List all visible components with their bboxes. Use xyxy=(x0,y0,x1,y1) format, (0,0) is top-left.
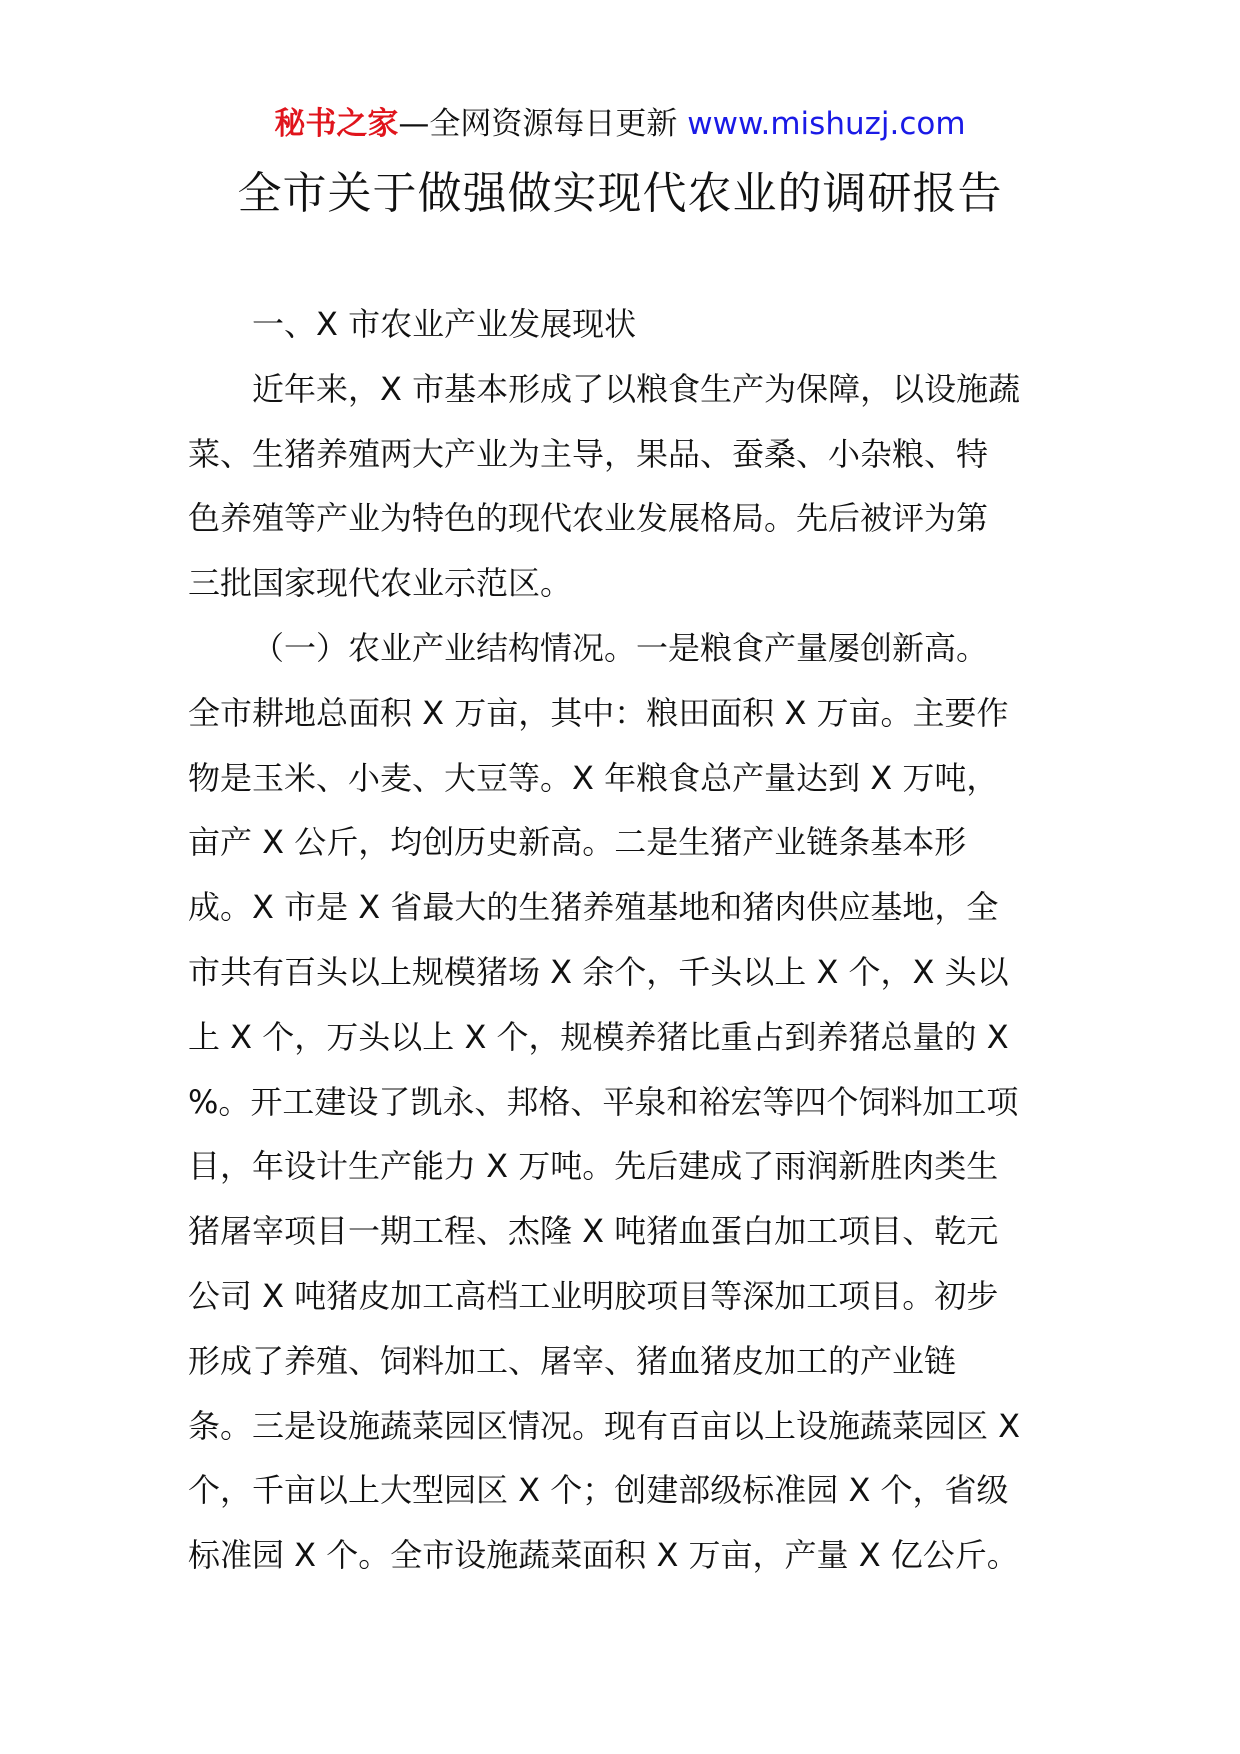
site-url-link[interactable]: www.mishuzj.com xyxy=(687,106,966,142)
section-heading: 一、X 市农业产业发展现状 xyxy=(252,305,637,343)
brand-name: 秘书之家 xyxy=(274,106,399,142)
header-slogan: —全网资源每日更新 xyxy=(398,106,688,142)
document-body xyxy=(188,292,1060,1588)
body-paragraph: 近年来，X 市基本形成了以粮食生产为保障，以设施蔬 菜、生猪养殖两大产业为主导，果品、蚕桑、小杂粮、特 色养殖等产业为特色的现代农业发展格局。先后被评为第 三批国家现代农业示范区。 xyxy=(188,369,1021,603)
document-title: 全市关于做强做实现代农业的调研报告 xyxy=(237,168,1003,219)
site-header xyxy=(0,104,1240,144)
body-paragraph: （一）农业产业结构情况。一是粮食产量屡创新高。 全市耕地总面积 X 万亩，其中：粮田面积 X 万亩。主要作 物是玉米、小麦、大豆等。X 年粮食总产量达到 X 万吨， 亩产 X 公斤，均创历史新高。二是生猪产业链条基本形 成。X 市是 X 省最大的生猪养殖基地和猪肉供应基地，全 市共有百头以上规模猪场 X 余个，千头以上 X 个，X 头以 上 X 个，万头以上 X 个，规模养猪比重占到养猪总量的 X %。开工建设了凯永、邦格、平泉和裕宏等四个饲料加工项 目，年设计生产能力 X 万吨。先后建成了雨润新胜肉类生 猪屠宰项目一期工程、杰隆 X 吨猪血蛋白加工项目、乾元 公司 X 吨猪皮加工高档工业明胶项目等深加工项目。初步 形成了养殖、饲料加工、屠宰、猪血猪皮加工的产业链 条。三是设施蔬菜园区情况。现有百亩以上设施蔬菜园区 X 个，千亩以上大型园区 X 个；创建部级标准园 X 个，省级 标准园 X 个。全市设施蔬菜面积 X 万亩，产量 X 亿公斤。 xyxy=(188,628,1021,1575)
